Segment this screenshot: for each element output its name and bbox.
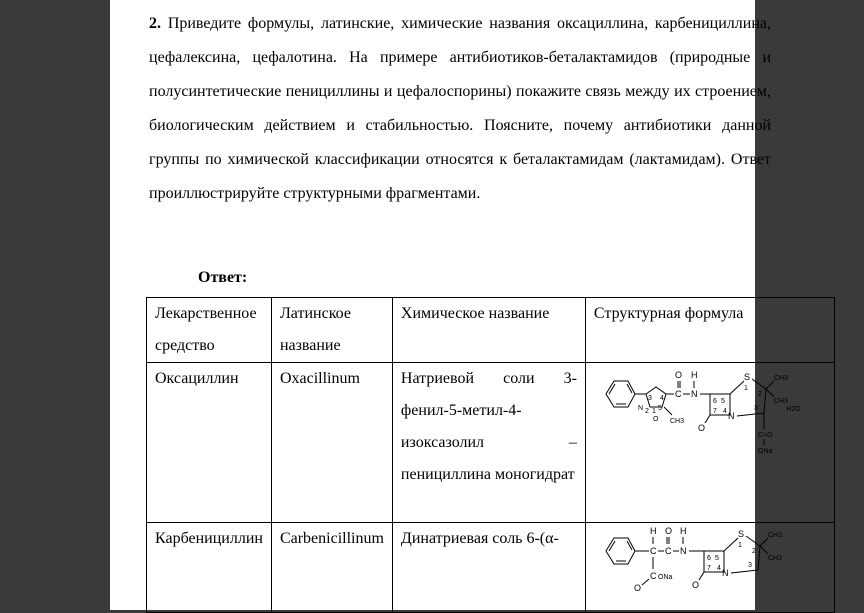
svg-text:CH3: CH3: [767, 555, 782, 562]
svg-text:N: N: [721, 568, 729, 578]
svg-text:H: H: [649, 526, 657, 536]
drug-name-cell: Карбенициллин: [147, 523, 272, 613]
header-chemical: Химическое название: [392, 298, 585, 363]
header-drug: Лекарственное средство: [147, 298, 272, 363]
svg-text:6: 6: [706, 555, 711, 562]
svg-text:1: 1: [651, 408, 656, 415]
chemical-name-cell: Динатриевая соль 6-(α-: [392, 523, 585, 613]
svg-text:7: 7: [706, 565, 711, 572]
svg-text:5: 5: [657, 405, 662, 412]
svg-text:O: O: [691, 580, 699, 590]
svg-text:2: 2: [751, 548, 756, 555]
svg-text:1: 1: [743, 385, 748, 392]
oxacillin-structure-diagram: [594, 363, 826, 463]
svg-text:· H2O: · H2O: [781, 406, 801, 413]
svg-text:C: C: [649, 546, 657, 556]
svg-text:N: N: [637, 405, 643, 412]
latin-name-cell: Carbenicillinum: [271, 523, 392, 613]
task-paragraph: [149, 7, 771, 211]
svg-text:S: S: [737, 529, 744, 539]
svg-text:O: O: [664, 526, 672, 536]
structural-formula-cell: [585, 523, 834, 613]
svg-text:C: C: [674, 389, 682, 399]
svg-text:4: 4: [716, 565, 721, 572]
svg-text:C: C: [664, 546, 672, 556]
svg-text:O: O: [633, 583, 641, 593]
header-latin: Латинское название: [271, 298, 392, 363]
svg-text:N: N: [727, 411, 735, 421]
svg-text:3: 3: [753, 405, 758, 412]
svg-text:3: 3: [647, 395, 652, 402]
svg-text:3: 3: [747, 562, 752, 569]
svg-text:S: S: [743, 372, 750, 382]
svg-text:ONa: ONa: [757, 448, 773, 455]
svg-text:6: 6: [712, 398, 717, 405]
svg-text:CH3: CH3: [773, 398, 788, 405]
latin-name-cell: Oxacillinum: [271, 363, 392, 523]
task-number: 2.: [149, 15, 161, 32]
svg-text:CH3: CH3: [767, 532, 782, 539]
svg-text:C=O: C=O: [757, 432, 773, 439]
svg-text:H: H: [679, 526, 687, 536]
svg-text:C: C: [649, 571, 657, 581]
svg-text:O: O: [697, 423, 705, 433]
table-row: [147, 363, 835, 523]
header-formula: Структурная формула: [585, 298, 834, 363]
table-row: [147, 523, 835, 613]
svg-text:N: N: [690, 389, 698, 399]
svg-text:5: 5: [720, 398, 725, 405]
svg-text:2: 2: [644, 408, 649, 415]
svg-text:1: 1: [737, 542, 742, 549]
svg-text:7: 7: [712, 408, 717, 415]
svg-text:4: 4: [659, 395, 664, 402]
chemical-name-cell: Натриевой соли 3-фенил-5-метил-4-изоксазолил – пенициллина моногидрат: [392, 363, 585, 523]
svg-text:4: 4: [722, 408, 727, 415]
svg-text:O: O: [652, 416, 659, 423]
svg-text:CH3: CH3: [773, 375, 788, 382]
svg-text:N: N: [679, 546, 687, 556]
svg-text:O: O: [674, 370, 682, 380]
drug-table: [146, 297, 835, 613]
svg-text:H: H: [690, 370, 698, 380]
table-header-row: [147, 298, 835, 363]
svg-text:ONa: ONa: [657, 574, 673, 581]
structural-formula-cell: [585, 363, 834, 523]
drug-name-cell: Оксациллин: [147, 363, 272, 523]
svg-text:CH3: CH3: [669, 418, 684, 425]
svg-text:5: 5: [714, 555, 719, 562]
svg-text:2: 2: [757, 391, 762, 398]
task-text: Приведите формулы, латинские, химические названия оксациллина, карбенициллина, цефалексина, цефалотина. На примере антибиотиков-беталактамидов (природные и полусинтетические пенициллины и цефалоспорины) покажите связь между их строением, биологическим действием и стабильностью. Поясните, почему антибиотики данной группы по химической классификации относятся к беталактамидам (лактамидам). Ответ проиллюстрируйте структурными фрагментами.: [149, 15, 772, 202]
answer-heading: Ответ:: [198, 269, 248, 286]
carbenicillin-structure-diagram: [594, 523, 826, 593]
